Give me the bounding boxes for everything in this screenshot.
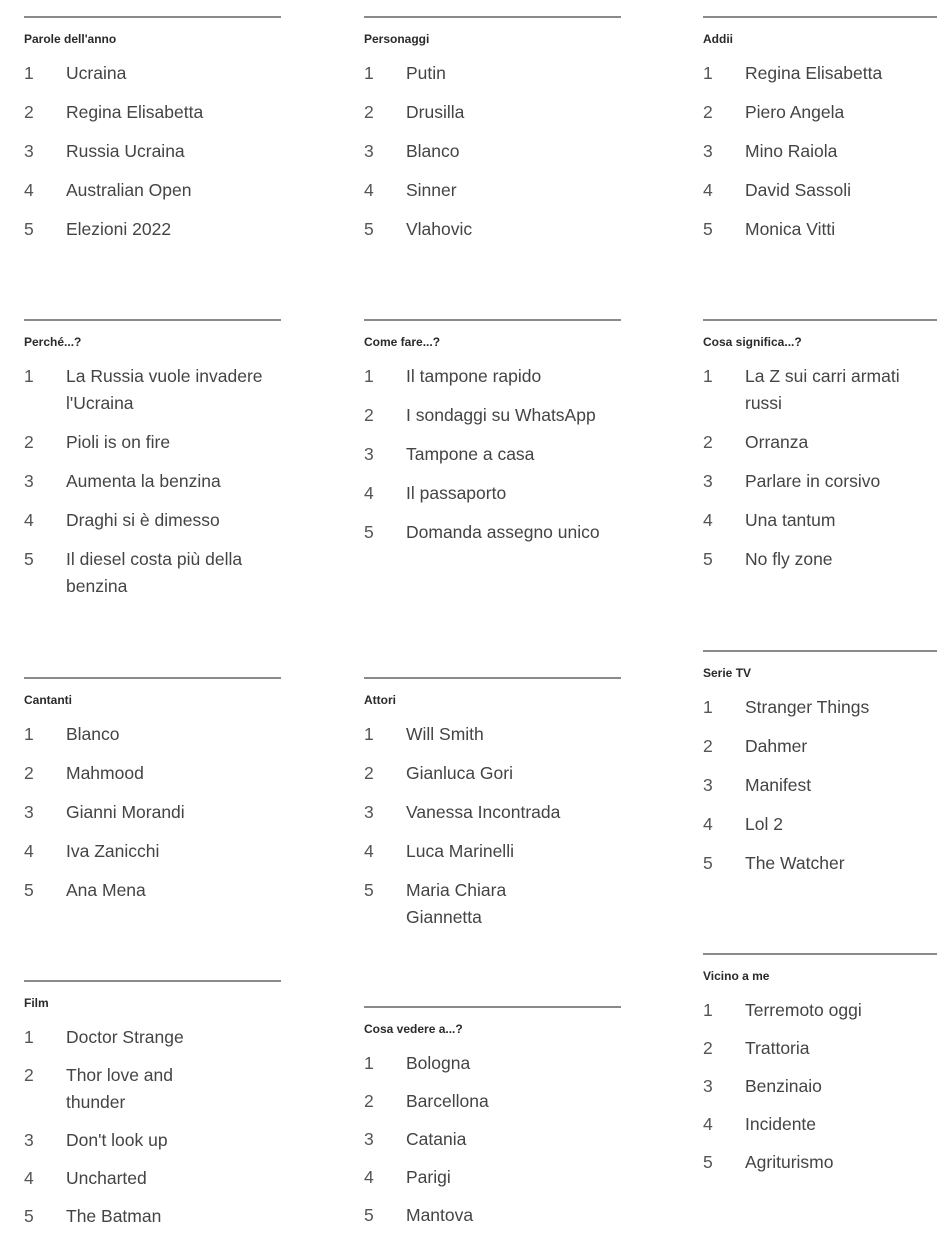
section-personaggi bbox=[364, 16, 621, 243]
list-item[interactable] bbox=[24, 1062, 214, 1116]
item-label: Parigi bbox=[406, 1167, 451, 1187]
item-label: Il tampone rapido bbox=[406, 366, 542, 386]
item-label: Benzinaio bbox=[745, 1076, 822, 1096]
item-label: Trattoria bbox=[745, 1038, 810, 1058]
section-title: Personaggi bbox=[364, 32, 430, 46]
list-item[interactable] bbox=[24, 1024, 281, 1051]
item-label: Il passaporto bbox=[406, 483, 507, 503]
list-item[interactable] bbox=[24, 468, 281, 495]
section-divider bbox=[24, 319, 281, 321]
list-item[interactable] bbox=[703, 99, 937, 126]
rank-number: 5 bbox=[24, 880, 34, 900]
item-label: The Batman bbox=[66, 1206, 162, 1226]
item-label: Manifest bbox=[745, 775, 812, 795]
list-item[interactable] bbox=[364, 721, 621, 748]
section-divider bbox=[24, 677, 281, 679]
section-cosa-significa bbox=[703, 319, 937, 573]
rank-number: 1 bbox=[24, 1027, 34, 1047]
item-label: Mantova bbox=[406, 1205, 474, 1225]
rank-number: 4 bbox=[364, 180, 374, 200]
item-label: Vlahovic bbox=[406, 219, 473, 239]
rank-number: 3 bbox=[364, 444, 374, 464]
list-item[interactable] bbox=[364, 1202, 621, 1229]
item-label: Stranger Things bbox=[745, 697, 870, 717]
list-item[interactable] bbox=[24, 1127, 281, 1154]
section-title: Perché...? bbox=[24, 335, 82, 349]
item-label: Blanco bbox=[66, 724, 120, 744]
list-item[interactable] bbox=[24, 507, 281, 534]
list-item[interactable] bbox=[364, 441, 621, 468]
list-item[interactable] bbox=[364, 138, 621, 165]
list-item[interactable] bbox=[703, 177, 937, 204]
list-item[interactable] bbox=[24, 760, 281, 787]
item-label: Maria Chiara Giannetta bbox=[406, 880, 507, 927]
list-item[interactable] bbox=[364, 1088, 621, 1115]
list-item[interactable] bbox=[24, 99, 281, 126]
list-item[interactable] bbox=[703, 138, 937, 165]
rank-number: 4 bbox=[24, 841, 34, 861]
rank-number: 5 bbox=[703, 1152, 713, 1172]
section-title: Attori bbox=[364, 693, 396, 707]
item-label: I sondaggi su WhatsApp bbox=[406, 405, 596, 425]
rank-number: 4 bbox=[364, 1167, 374, 1187]
rank-number: 4 bbox=[703, 180, 713, 200]
list-item[interactable] bbox=[364, 760, 621, 787]
item-label: Will Smith bbox=[406, 724, 484, 744]
section-title: Serie TV bbox=[703, 666, 752, 680]
item-label: Agriturismo bbox=[745, 1152, 834, 1172]
item-label: Ana Mena bbox=[66, 880, 146, 900]
rank-number: 5 bbox=[703, 549, 713, 569]
list-item[interactable] bbox=[24, 838, 281, 865]
item-label: Doctor Strange bbox=[66, 1027, 184, 1047]
rank-number: 3 bbox=[24, 141, 34, 161]
list-item[interactable] bbox=[24, 429, 281, 456]
list-item[interactable] bbox=[703, 1149, 937, 1176]
item-label: Aumenta la benzina bbox=[66, 471, 221, 491]
section-divider bbox=[703, 319, 937, 321]
item-label: Incidente bbox=[745, 1114, 817, 1134]
rank-number: 1 bbox=[24, 63, 34, 83]
rank-number: 1 bbox=[364, 724, 374, 744]
rank-number: 2 bbox=[703, 1038, 713, 1058]
section-title: Parole dell'anno bbox=[24, 32, 117, 46]
rank-number: 5 bbox=[364, 1205, 374, 1225]
rank-number: 2 bbox=[24, 1065, 34, 1085]
rank-number: 3 bbox=[364, 1129, 374, 1149]
section-come-fare bbox=[364, 319, 621, 546]
list-item[interactable] bbox=[24, 363, 281, 417]
rank-number: 3 bbox=[364, 141, 374, 161]
rank-number: 2 bbox=[364, 102, 374, 122]
item-label: Regina Elisabetta bbox=[66, 102, 204, 122]
rank-number: 4 bbox=[703, 510, 713, 530]
rank-number: 5 bbox=[364, 880, 374, 900]
section-divider bbox=[364, 677, 621, 679]
section-addii bbox=[703, 16, 937, 243]
rank-number: 1 bbox=[703, 63, 713, 83]
section-title: Vicino a me bbox=[703, 969, 770, 983]
item-label: Dahmer bbox=[745, 736, 808, 756]
rank-number: 3 bbox=[24, 1130, 34, 1150]
section-serie-tv bbox=[703, 650, 937, 877]
section-divider bbox=[703, 953, 937, 955]
item-label: Regina Elisabetta bbox=[745, 63, 883, 83]
item-label: Lol 2 bbox=[745, 814, 783, 834]
section-divider bbox=[364, 1006, 621, 1008]
item-label: Piero Angela bbox=[745, 102, 845, 122]
rank-number: 1 bbox=[364, 63, 374, 83]
section-title: Cantanti bbox=[24, 693, 72, 707]
rank-number: 2 bbox=[364, 1091, 374, 1111]
item-label: Domanda assegno unico bbox=[406, 522, 600, 542]
section-divider bbox=[24, 16, 281, 18]
rank-number: 3 bbox=[364, 802, 374, 822]
rank-number: 3 bbox=[703, 471, 713, 491]
list-item[interactable] bbox=[703, 733, 937, 760]
section-divider bbox=[24, 980, 281, 982]
list-item[interactable] bbox=[24, 1203, 281, 1230]
list-item[interactable] bbox=[703, 850, 937, 877]
item-label: Putin bbox=[406, 63, 446, 83]
rank-number: 2 bbox=[703, 432, 713, 452]
item-label: Catania bbox=[406, 1129, 467, 1149]
rank-number: 5 bbox=[703, 219, 713, 239]
section-divider bbox=[703, 650, 937, 652]
item-label: Elezioni 2022 bbox=[66, 219, 172, 239]
item-label: Mahmood bbox=[66, 763, 144, 783]
item-label: Parlare in corsivo bbox=[745, 471, 881, 491]
item-label: Gianni Morandi bbox=[66, 802, 185, 822]
item-label: Terremoto oggi bbox=[745, 1000, 862, 1020]
rank-number: 2 bbox=[703, 736, 713, 756]
item-label: No fly zone bbox=[745, 549, 833, 569]
list-item[interactable] bbox=[364, 363, 621, 390]
section-title: Addii bbox=[703, 32, 733, 46]
list-item[interactable] bbox=[364, 480, 621, 507]
item-label: Ucraina bbox=[66, 63, 127, 83]
rank-number: 4 bbox=[703, 814, 713, 834]
list-item[interactable] bbox=[703, 507, 937, 534]
rank-number: 2 bbox=[364, 405, 374, 425]
rank-number: 4 bbox=[364, 483, 374, 503]
item-label: Draghi si è dimesso bbox=[66, 510, 220, 530]
list-item[interactable] bbox=[703, 1035, 937, 1062]
rank-number: 4 bbox=[24, 180, 34, 200]
section-divider bbox=[364, 319, 621, 321]
list-item[interactable] bbox=[703, 363, 937, 417]
list-item[interactable] bbox=[703, 60, 937, 87]
item-label: Uncharted bbox=[66, 1168, 147, 1188]
section-cantanti bbox=[24, 677, 281, 904]
section-title: Film bbox=[24, 996, 49, 1010]
rank-number: 2 bbox=[24, 763, 34, 783]
item-label: Il diesel costa più della benzina bbox=[66, 549, 243, 596]
item-label: Tampone a casa bbox=[406, 444, 535, 464]
list-item[interactable] bbox=[703, 772, 937, 799]
rank-number: 3 bbox=[703, 775, 713, 795]
item-label: Barcellona bbox=[406, 1091, 489, 1111]
list-item[interactable] bbox=[364, 1050, 621, 1077]
section-title: Come fare...? bbox=[364, 335, 441, 349]
list-item[interactable] bbox=[364, 60, 621, 87]
list-item[interactable] bbox=[364, 1164, 621, 1191]
section-cosa-vedere bbox=[364, 1006, 621, 1229]
rank-number: 5 bbox=[24, 1206, 34, 1226]
item-label: The Watcher bbox=[745, 853, 845, 873]
list-item[interactable] bbox=[703, 468, 937, 495]
item-label: Monica Vitti bbox=[745, 219, 836, 239]
rank-number: 2 bbox=[24, 432, 34, 452]
section-divider bbox=[364, 16, 621, 18]
rank-number: 5 bbox=[24, 549, 34, 569]
list-item[interactable] bbox=[364, 519, 621, 546]
item-label: Russia Ucraina bbox=[66, 141, 185, 161]
list-item[interactable] bbox=[703, 216, 937, 243]
list-item[interactable] bbox=[24, 721, 281, 748]
item-label: Mino Raiola bbox=[745, 141, 838, 161]
section-parole-dell-anno bbox=[24, 16, 281, 243]
rank-number: 3 bbox=[703, 1076, 713, 1096]
section-vicino-a-me bbox=[703, 953, 937, 1176]
section-divider bbox=[703, 16, 937, 18]
section-title: Cosa vedere a...? bbox=[364, 1022, 463, 1036]
rank-number: 1 bbox=[703, 697, 713, 717]
rank-number: 1 bbox=[24, 724, 34, 744]
item-label: Thor love and thunder bbox=[66, 1065, 174, 1112]
list-item[interactable] bbox=[703, 546, 937, 573]
rank-number: 3 bbox=[24, 802, 34, 822]
list-item[interactable] bbox=[364, 799, 621, 826]
item-label: Iva Zanicchi bbox=[66, 841, 160, 861]
item-label: David Sassoli bbox=[745, 180, 852, 200]
item-label: Blanco bbox=[406, 141, 460, 161]
rank-number: 2 bbox=[24, 102, 34, 122]
item-label: Drusilla bbox=[406, 102, 465, 122]
item-label: Bologna bbox=[406, 1053, 471, 1073]
item-label: Orranza bbox=[745, 432, 809, 452]
section-perche bbox=[24, 319, 281, 600]
list-item[interactable] bbox=[703, 997, 937, 1024]
rank-number: 3 bbox=[703, 141, 713, 161]
rank-number: 1 bbox=[703, 366, 713, 386]
rank-number: 1 bbox=[24, 366, 34, 386]
list-item[interactable] bbox=[703, 694, 937, 721]
rank-number: 5 bbox=[364, 219, 374, 239]
rank-number: 1 bbox=[703, 1000, 713, 1020]
list-item[interactable] bbox=[703, 1111, 937, 1138]
item-label: Vanessa Incontrada bbox=[406, 802, 561, 822]
list-item[interactable] bbox=[364, 216, 621, 243]
list-item[interactable] bbox=[703, 1073, 937, 1100]
list-item[interactable] bbox=[364, 838, 621, 865]
item-label: Pioli is on fire bbox=[66, 432, 171, 452]
rank-number: 5 bbox=[24, 219, 34, 239]
rank-number: 1 bbox=[364, 366, 374, 386]
section-film bbox=[24, 980, 281, 1230]
list-item[interactable] bbox=[364, 402, 621, 429]
item-label: La Russia vuole invadere l'Ucraina bbox=[66, 366, 263, 413]
list-item[interactable] bbox=[703, 429, 937, 456]
item-label: Una tantum bbox=[745, 510, 836, 530]
list-item[interactable] bbox=[703, 811, 937, 838]
rank-number: 1 bbox=[364, 1053, 374, 1073]
rank-number: 4 bbox=[24, 510, 34, 530]
list-item[interactable] bbox=[364, 99, 621, 126]
list-item[interactable] bbox=[24, 877, 281, 904]
rank-number: 4 bbox=[24, 1168, 34, 1188]
item-label: Sinner bbox=[406, 180, 457, 200]
list-item[interactable] bbox=[24, 138, 281, 165]
list-item[interactable] bbox=[24, 799, 281, 826]
item-label: Australian Open bbox=[66, 180, 192, 200]
list-item[interactable] bbox=[24, 60, 281, 87]
section-attori bbox=[364, 677, 621, 931]
section-title: Cosa significa...? bbox=[703, 335, 802, 349]
rank-number: 4 bbox=[703, 1114, 713, 1134]
rank-number: 2 bbox=[703, 102, 713, 122]
rank-number: 5 bbox=[703, 853, 713, 873]
rank-number: 2 bbox=[364, 763, 374, 783]
list-item[interactable] bbox=[364, 1126, 621, 1153]
rank-number: 3 bbox=[24, 471, 34, 491]
list-item[interactable] bbox=[24, 216, 281, 243]
list-item[interactable] bbox=[364, 877, 539, 931]
list-item[interactable] bbox=[364, 177, 621, 204]
item-label: Gianluca Gori bbox=[406, 763, 513, 783]
item-label: Luca Marinelli bbox=[406, 841, 514, 861]
list-item[interactable] bbox=[24, 546, 281, 600]
rank-number: 5 bbox=[364, 522, 374, 542]
item-label: La Z sui carri armati russi bbox=[745, 366, 900, 413]
list-item[interactable] bbox=[24, 1165, 281, 1192]
list-item[interactable] bbox=[24, 177, 281, 204]
item-label: Don't look up bbox=[66, 1130, 168, 1150]
rank-number: 4 bbox=[364, 841, 374, 861]
